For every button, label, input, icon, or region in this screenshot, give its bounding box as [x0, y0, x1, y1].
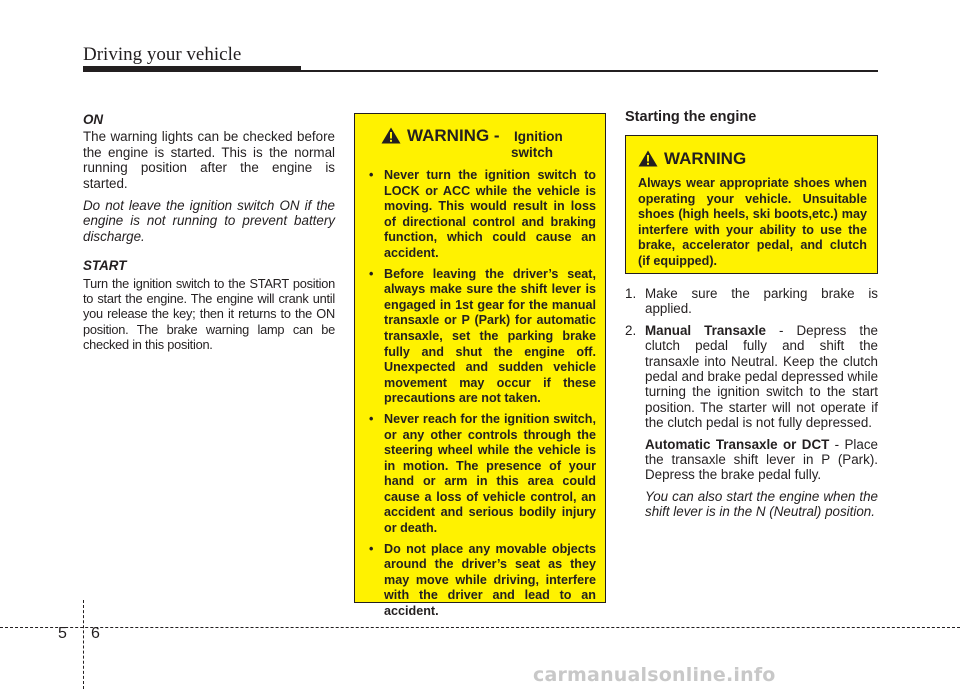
step-1: 1. Make sure the parking brake is applied. [625, 286, 878, 317]
warning-subtitle-line2: switch [511, 145, 554, 160]
warning-subtitle: Ignition [514, 129, 563, 144]
section-title: Starting the engine [625, 109, 757, 125]
start-heading: START [83, 258, 127, 274]
footer-divider [0, 627, 960, 628]
warning-list [367, 168, 596, 620]
neutral-note: You can also start the engine when the shift lever is in the N (Neutral) position. [645, 488, 878, 520]
warning-item: • Never reach for the ignition switch, or any other controls through the steering wheel while the vehicle is in motion. The presence of your hand or arm in this area could cause a loss of vehicle control, an accident and serious bodily injury or death. [369, 411, 596, 536]
start-text: Turn the ignition switch to the START position to start the engine. The engine will crank until you release the key; then it returns to the ON position. The brake warning lamp can be checked in this position. [83, 275, 335, 353]
page-number: 6 [91, 625, 100, 642]
automatic-transaxle-label: Automatic Transaxle or DCT [645, 436, 830, 452]
header-rule-thick [83, 66, 301, 72]
manual-transaxle-label: Manual Transaxle [645, 322, 766, 338]
warning-word: WARNING - [407, 126, 500, 145]
warning-text: Always wear appropriate shoes when operating your vehicle. Unsuitable shoes (high heels, ski boots,etc.) may interfere with your ability to use the brake, accelerator pedal, and clutch (if equipped). [638, 176, 867, 268]
header-title: Driving your vehicle [83, 44, 242, 65]
footer-vertical-divider [83, 600, 84, 689]
left-column [83, 112, 335, 353]
warning-header [367, 126, 596, 162]
warning-header [638, 148, 867, 172]
warning-item: • Before leaving the driver’s seat, always make sure the shift lever is engaged in 1st gear for the manual transaxle or P (Park) for automatic transaxle, set the parking brake fully and shut the engine off. Unexpected and sudden vehicle movement may occur if these precautions are not taken. [369, 266, 596, 406]
warning-box-shoes [625, 135, 878, 274]
start-steps [625, 286, 878, 520]
warning-word: WARNING [664, 149, 747, 168]
warning-box-ignition-switch [354, 113, 606, 619]
step-2: 2. Manual Transaxle - Depress the clutch pedal fully and shift the transaxle into Neutral. Keep the clutch pedal and brake pedal depressed while turning the ignition switch to the start position. The starter will not operate if the clutch pedal is not fully depressed. Automatic Transaxle or DCT - Place the transaxle shift lever in P (Park). Depress the brake pedal fully. You can also start the engine when the shift lever is in the N (Neutral) position. [625, 322, 879, 520]
header-rule-thin [301, 70, 878, 72]
warning-triangle-icon [381, 127, 401, 149]
warning-triangle-icon [638, 150, 658, 172]
warning-item: • Do not place any movable objects around the driver’s seat as they may move while driving, interfere with the driver and lead to an accident. [369, 541, 596, 619]
on-text: The warning lights can be checked before the engine is started. This is the normal running position after the engine is started. [83, 129, 335, 191]
on-italic-note: Do not leave the ignition switch ON if the engine is not running to prevent battery discharge. [83, 198, 335, 244]
watermark: carmanualsonline.info [533, 664, 776, 686]
on-heading: ON [83, 112, 104, 127]
chapter-number: 5 [58, 625, 67, 642]
warning-item: • Never turn the ignition switch to LOCK or ACC while the vehicle is moving. This would result in loss of directional control and braking function, which could cause an accident. [369, 168, 596, 260]
